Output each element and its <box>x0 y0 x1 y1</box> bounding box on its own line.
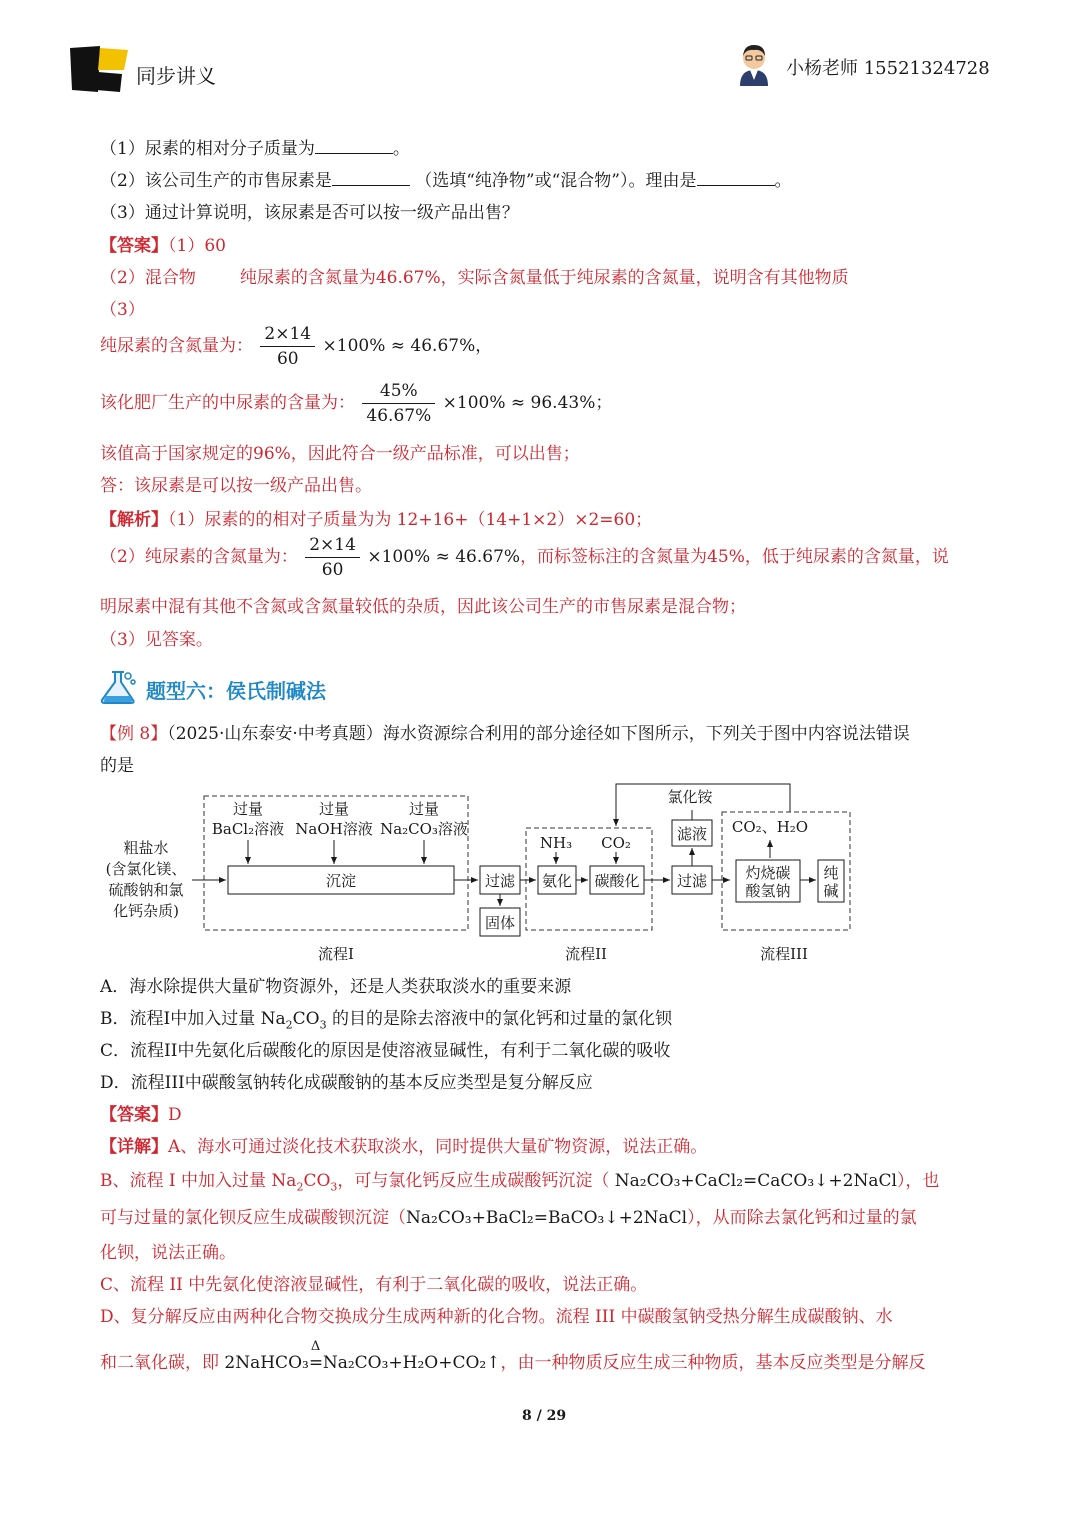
delta-mark: Δ <box>310 1339 321 1354</box>
option-b: B．流程I中加入过量 $Na_2CO_3$ 的目的是除去溶液中的氯化钙和过量的氯化钡 <box>100 1009 672 1032</box>
solid-label: 固体 <box>484 914 516 932</box>
option-d: D．流程III中碳酸氢钠转化成碳酸钠的基本反应类型是复分解反应 <box>100 1073 593 1093</box>
fraction: $\frac{2\times 14}{60}$ <box>260 324 315 369</box>
products-label: CO₂、H₂O <box>731 818 809 836</box>
detail-b-3: 化钡，说法正确。 <box>100 1243 236 1263</box>
nh4cl-label: 氯化铵 <box>667 788 713 806</box>
carbonate-label: 碳酸化 <box>594 872 640 890</box>
reagent: BaCl₂溶液 <box>211 820 285 838</box>
analysis-3-line: （3）见答案。 <box>100 630 213 650</box>
analysis-2-cont: 明尿素中混有其他不含氮或含氮量较低的杂质，因此该公司生产的市售尿素是混合物； <box>100 597 746 617</box>
flow-label: 流程III <box>760 945 808 963</box>
answer-conclusion: 该值高于国家规定的96%，因此符合一级产品标准，可以出售； <box>100 444 580 464</box>
input-line: 硫酸钠和氯 <box>108 881 184 899</box>
detail-d-2: 和二氧化碳，即 2NaHCO₃= Δ Na₂CO₃+H₂O+CO₂↑，由一种物质反应生成三种物质，基本反应类型是分解反 <box>100 1339 926 1373</box>
input-line: (含氯化镁、 <box>105 860 187 878</box>
ammoniate-label: 氨化 <box>541 872 573 890</box>
fraction: $\frac{45\%}{46.67\%}$ <box>362 381 435 426</box>
flask-icon <box>98 668 138 706</box>
soda-label: 纯 <box>823 864 839 882</box>
answer-1-line: 【答案】（1）60 <box>100 236 226 256</box>
precipitation-label: 沉淀 <box>325 872 357 890</box>
filtrate-label: 滤液 <box>676 825 708 843</box>
reagent-over: 过量 <box>408 800 440 818</box>
analysis-1-line: 【解析】（1）尿素的的相对子质量为为 12+16+（14+1×2）×2=60； <box>100 510 653 530</box>
section-title: 题型六：侯氏制碱法 <box>146 679 326 703</box>
answer-2-line: （2）混合物 纯尿素的含氮量为46.67%，实际含氮量低于纯尿素的含氮量，说明含有其他物质 <box>100 268 849 288</box>
answer-blank <box>332 171 410 186</box>
answer-blank <box>697 171 775 186</box>
input-line: 化钙杂质) <box>113 902 179 920</box>
answer-3-line: （3） <box>100 300 145 320</box>
page-number: 8 / 29 <box>522 1408 567 1424</box>
co2-label: CO₂ <box>601 834 631 852</box>
nh3-label: NH₃ <box>539 834 573 852</box>
flow-label: 流程II <box>565 945 607 963</box>
answer-blank <box>315 139 393 154</box>
reagent-over: 过量 <box>318 800 350 818</box>
example-stem: 【例 8】（2025·山东泰安·中考真题）海水资源综合利用的部分途径如下图所示，下列关于图中内容说法错误 <box>100 724 910 744</box>
filter-label: 过滤 <box>676 872 708 890</box>
option-a: A．海水除提供大量矿物资源外，还是人类获取淡水的重要来源 <box>100 977 572 997</box>
answer-line: 【答案】D <box>100 1105 182 1125</box>
question-2: （2）该公司生产的市售尿素是 （选填“纯净物”或“混合物”）。理由是 。 <box>100 171 792 191</box>
detail-b-2: 可与过量的氯化钡反应生成碳酸钡沉淀（Na₂CO₃+BaCl₂=BaCO₃↓+2NaCl），从而除去氯化钙和过量的氯 <box>100 1208 917 1228</box>
question-1: （1）尿素的相对分子质量为 。 <box>100 139 410 159</box>
calc-1: 纯尿素的含氮量为： $\frac{2\times 14}{60}$ ×100% ≈ 46.67%， <box>100 324 493 369</box>
analysis-2-line: （2）纯尿素的含氮量为： $\frac{2\times 14}{60}$ ×100% ≈ 46.67%，而标签标注的含氮量为45%，低于纯尿素的含氮量，说 <box>100 535 949 580</box>
detail-b-1: B、流程 I 中加入过量 $Na_2CO_3$，可与氯化钙反应生成碳酸钙沉淀（ Na₂CO₃+CaCl₂=CaCO₃↓+2NaCl），也 <box>100 1171 940 1194</box>
option-c: C．流程II中先氨化后碳酸化的原因是使溶液显碱性，有利于二氧化碳的吸收 <box>100 1041 671 1061</box>
teacher-avatar <box>732 40 776 86</box>
reagent: Na₂CO₃溶液 <box>380 820 468 838</box>
detail-c: C、流程 II 中先氨化使溶液显碱性，有利于二氧化碳的吸收，说法正确。 <box>100 1275 648 1295</box>
detail-d-1: D、复分解反应由两种化合物交换成分生成两种新的化合物。流程 III 中碳酸氢钠受热分解生成碳酸钠、水 <box>100 1307 893 1327</box>
answer-final: 答：该尿素是可以按一级产品出售。 <box>100 476 372 496</box>
brand-logo <box>68 44 130 94</box>
reagent: NaOH溶液 <box>295 820 373 838</box>
detail-a: 【详解】A、海水可通过淡化技术获取淡水，同时提供大量矿物资源，说法正确。 <box>100 1137 708 1157</box>
process-diagram <box>96 780 866 970</box>
reagent-over: 过量 <box>232 800 264 818</box>
input-line: 粗盐水 <box>123 839 169 857</box>
soda-label: 碱 <box>823 882 839 900</box>
question-3: （3）通过计算说明，该尿素是否可以按一级产品出售？ <box>100 203 519 223</box>
filter-label: 过滤 <box>484 872 516 890</box>
header-logo-text: 同步讲义 <box>136 64 216 88</box>
fraction: $\frac{2\times 14}{60}$ <box>305 535 360 580</box>
calcine-label: 酸氢钠 <box>745 882 791 900</box>
teacher-contact: 小杨老师 15521324728 <box>786 58 990 79</box>
calcine-label: 灼烧碳 <box>745 864 791 882</box>
calc-2: 该化肥厂生产的中尿素的含量为： $\frac{45\%}{46.67\%}$ ×100% ≈ 96.43%； <box>100 381 613 426</box>
flow-label: 流程I <box>318 945 354 963</box>
example-stem-cont: 的是 <box>100 756 134 776</box>
